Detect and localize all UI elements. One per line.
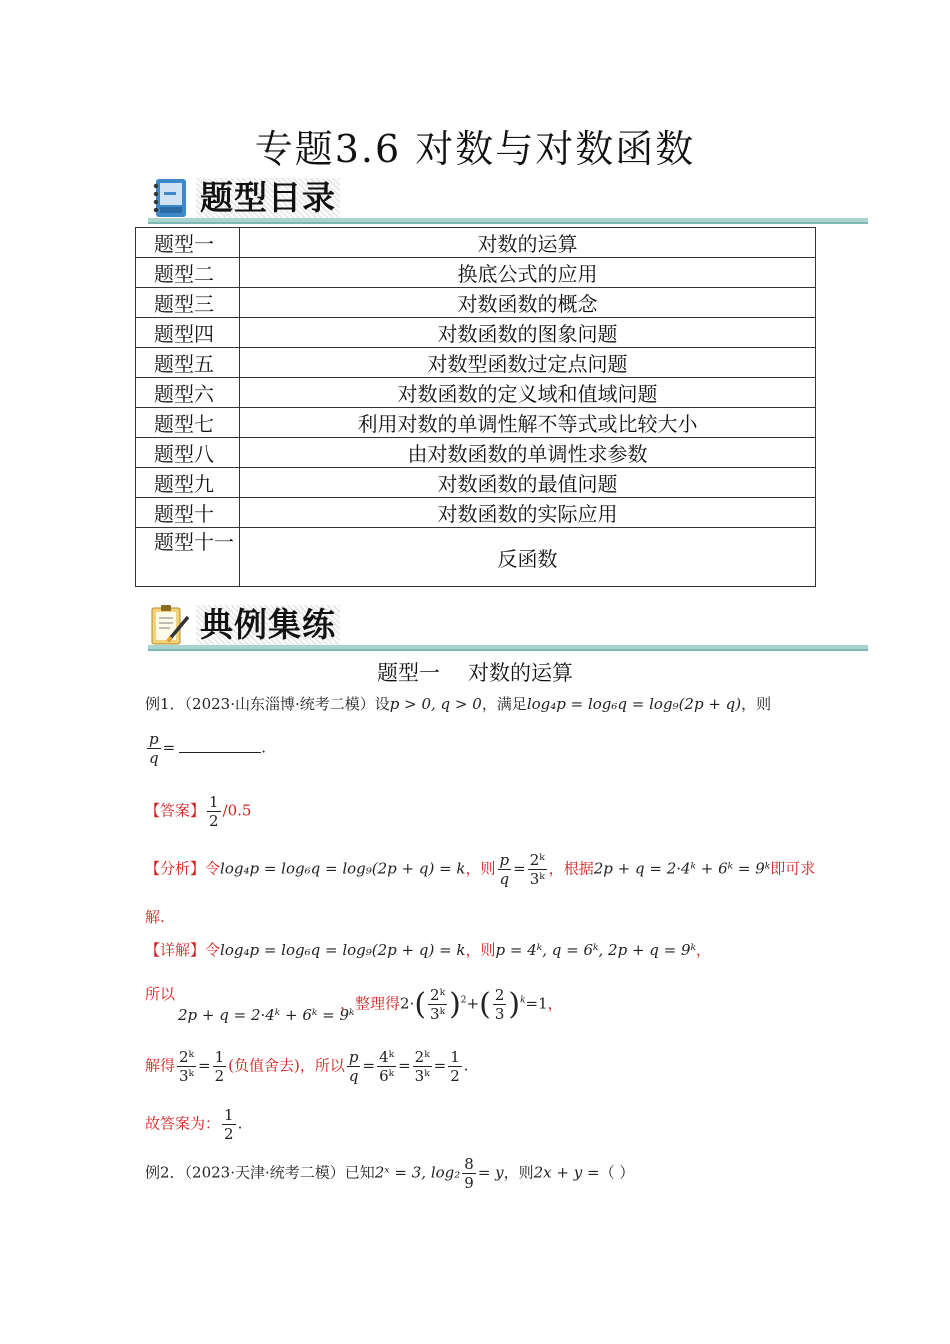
section-topic: 对数的运算 bbox=[468, 661, 573, 685]
toc-topic: 由对数函数的单调性求参数 bbox=[240, 438, 816, 468]
toc-type: 题型十 bbox=[136, 498, 240, 528]
text: ，整理得 bbox=[340, 994, 401, 1013]
text: (负值舍去)，所以 bbox=[228, 1056, 345, 1075]
examples-banner bbox=[148, 603, 868, 651]
math: log₄p = log₆q = log₉(2p + q) bbox=[526, 695, 742, 713]
table-row bbox=[136, 288, 816, 318]
text: 解得 bbox=[145, 1056, 176, 1075]
denominator: 3ᵏ bbox=[179, 1067, 195, 1085]
numerator: 2ᵏ bbox=[414, 1048, 430, 1066]
example-source: （2023·天津·统考二模）已知 bbox=[184, 1163, 375, 1182]
text: 所以 bbox=[145, 985, 176, 1003]
fraction bbox=[462, 1155, 476, 1192]
text: ， bbox=[696, 941, 712, 959]
table-row bbox=[136, 348, 816, 378]
banner-rule bbox=[148, 218, 868, 224]
toc-topic: 对数函数的定义域和值域问题 bbox=[240, 378, 816, 408]
math: p = 4ᵏ, q = 6ᵏ, 2p + q = 9ᵏ bbox=[495, 941, 697, 959]
toc-topic: 对数的运算 bbox=[240, 228, 816, 258]
math: 2ˣ = 3, log₂ bbox=[374, 1163, 461, 1182]
table-row bbox=[136, 438, 816, 468]
table-row bbox=[136, 318, 816, 348]
table-row bbox=[136, 408, 816, 438]
notebook-icon bbox=[148, 176, 192, 220]
examples-banner-label: 典例集练 bbox=[196, 605, 340, 645]
toc-topic: 对数函数的实际应用 bbox=[240, 498, 816, 528]
fraction bbox=[428, 986, 447, 1023]
text: ，满足 bbox=[481, 695, 527, 713]
answer-tag: 【答案】 bbox=[145, 801, 206, 820]
denominator: 3ᵏ bbox=[529, 870, 545, 888]
answer-paren: （ ） bbox=[599, 1163, 635, 1182]
toc-type: 题型九 bbox=[136, 468, 240, 498]
clipboard-pen-icon bbox=[148, 603, 192, 647]
denominator: q bbox=[499, 870, 510, 888]
fraction bbox=[177, 1048, 196, 1085]
so-equation bbox=[178, 1006, 355, 1024]
denominator: 3ᵏ bbox=[414, 1067, 430, 1085]
toc-topic: 换底公式的应用 bbox=[240, 258, 816, 288]
numerator: p bbox=[149, 730, 159, 748]
math: 2x + y = bbox=[533, 1163, 600, 1182]
toc-type: 题型二 bbox=[136, 258, 240, 288]
toc-type: 题型三 bbox=[136, 288, 240, 318]
table-row bbox=[136, 378, 816, 408]
denominator: 2 bbox=[209, 812, 219, 830]
banner-rule bbox=[148, 645, 868, 651]
example-1-blank-line: $\frac{p}{q}$ = . bbox=[149, 730, 266, 767]
denominator: 9 bbox=[464, 1174, 474, 1192]
text: ，则 bbox=[503, 1163, 534, 1182]
toc-type: 题型八 bbox=[136, 438, 240, 468]
analysis-line: 【分析】令log₄p = log₆q = log₉(2p + q) = k，则 $\frac{p}{q}$ = $\frac{\text{2ᵏ}}{\text{3ᵏ}}$ ，根据2p + q = 2·4ᵏ + 6ᵏ = 9ᵏ即可求 bbox=[145, 851, 816, 888]
example-label: 例2． bbox=[145, 1163, 185, 1182]
detail-line bbox=[145, 939, 711, 960]
toc-type: 题型七 bbox=[136, 408, 240, 438]
text: ，根据 bbox=[548, 859, 594, 878]
fraction bbox=[147, 730, 161, 767]
text: 故答案为： bbox=[145, 1114, 221, 1133]
fraction bbox=[413, 1048, 432, 1085]
math: log₄p = log₆q = log₉(2p + q) = k bbox=[220, 859, 466, 878]
denominator: 2 bbox=[224, 1125, 234, 1143]
page-title: 专题3.6 对数与对数函数 bbox=[254, 127, 696, 171]
text: ，则 bbox=[741, 695, 772, 713]
table-row bbox=[136, 258, 816, 288]
denominator: 2 bbox=[214, 1067, 225, 1085]
toc-topic: 对数函数的图象问题 bbox=[240, 318, 816, 348]
fraction bbox=[347, 1048, 361, 1085]
text: ， bbox=[547, 994, 563, 1013]
toc-topic: 反函数 bbox=[240, 528, 816, 587]
text: = bbox=[198, 1056, 211, 1075]
table-row bbox=[136, 528, 816, 587]
toc-type: 题型四 bbox=[136, 318, 240, 348]
denominator: 6ᵏ bbox=[379, 1067, 395, 1085]
text: 即可求 bbox=[770, 859, 816, 878]
math: 2p + q = 2·4ᵏ + 6ᵏ = 9ᵏ bbox=[178, 1006, 355, 1024]
text: ，则 bbox=[465, 941, 496, 959]
toc-type: 题型五 bbox=[136, 348, 240, 378]
toc-banner-label: 题型目录 bbox=[196, 178, 340, 218]
numerator: 1 bbox=[209, 793, 219, 811]
toc-type: 题型十一 bbox=[136, 528, 240, 587]
arrange-line: ，整理得2·( $\frac{\text{2ᵏ}}{\text{3ᵏ}}$ )$^2$+( $\frac{2}{3}$ )$^k$=1， bbox=[340, 986, 563, 1023]
detail-tag: 【详解】令 bbox=[145, 941, 221, 959]
math: =1 bbox=[525, 994, 548, 1013]
numerator: p bbox=[499, 851, 510, 869]
toc-type: 题型一 bbox=[136, 228, 240, 258]
denominator: q bbox=[348, 1067, 359, 1085]
fraction bbox=[493, 986, 507, 1023]
math: 2p + q = 2·4ᵏ + 6ᵏ = 9ᵏ bbox=[593, 859, 771, 878]
toc-table bbox=[135, 227, 816, 587]
toc-topic: 对数函数的概念 bbox=[240, 288, 816, 318]
fraction bbox=[528, 851, 547, 888]
text: + bbox=[466, 994, 480, 1013]
analysis-continuation: 解. bbox=[145, 908, 165, 926]
fraction bbox=[222, 1106, 236, 1143]
analysis-tag: 【分析】令 bbox=[145, 859, 221, 878]
toc-type: 题型六 bbox=[136, 378, 240, 408]
example-label: 例1． bbox=[145, 695, 185, 713]
toc-banner bbox=[148, 176, 868, 224]
example-source: （2023·山东淄博·统考二模）设 bbox=[184, 695, 390, 713]
table-row bbox=[136, 228, 816, 258]
solve-line: 解得 $\frac{\text{2ᵏ}}{\text{3ᵏ}}$ = $\frac{1}{2}$ (负值舍去)，所以 $\frac{p}{q}$ = $\frac{\text{4ᵏ}}{\text{6ᵏ}}$ = $\frac{\text{2ᵏ}}{\text{3ᵏ}}$ = $\frac{1}{2}$ . bbox=[145, 1048, 469, 1085]
text: = bbox=[162, 738, 176, 757]
toc-topic: 利用对数的单调性解不等式或比较大小 bbox=[240, 408, 816, 438]
fraction bbox=[448, 1048, 462, 1085]
denominator: 3 bbox=[494, 1005, 505, 1023]
section-type: 题型一 bbox=[377, 661, 440, 685]
numerator: 2ᵏ bbox=[529, 851, 545, 869]
fraction bbox=[498, 851, 512, 888]
so-line bbox=[145, 983, 175, 1004]
fraction bbox=[377, 1048, 396, 1085]
numerator: 1 bbox=[214, 1048, 225, 1066]
math: = y bbox=[477, 1163, 504, 1182]
numerator: 2ᵏ bbox=[430, 986, 446, 1004]
answer-line bbox=[145, 793, 251, 830]
toc-topic: 对数函数的最值问题 bbox=[240, 468, 816, 498]
text: /0.5 bbox=[222, 801, 252, 820]
numerator: 4ᵏ bbox=[379, 1048, 395, 1066]
toc-topic: 对数型函数过定点问题 bbox=[240, 348, 816, 378]
math: p > 0, q > 0 bbox=[389, 695, 482, 713]
numerator: p bbox=[348, 1048, 359, 1066]
text: ，则 bbox=[465, 859, 496, 878]
denominator: 3ᵏ bbox=[430, 1005, 446, 1023]
numerator: 1 bbox=[224, 1106, 234, 1124]
denominator: q bbox=[149, 749, 159, 767]
section-heading bbox=[0, 657, 950, 687]
answer-blank bbox=[179, 740, 261, 753]
numerator: 1 bbox=[450, 1048, 460, 1066]
math: log₄p = log₆q = log₉(2p + q) = k bbox=[220, 941, 466, 959]
final-answer-line: 故答案为： $\frac{1}{2}$ . bbox=[145, 1106, 243, 1143]
numerator: 8 bbox=[464, 1155, 474, 1173]
numerator: 2 bbox=[494, 986, 505, 1004]
table-row bbox=[136, 498, 816, 528]
example-1-question bbox=[145, 693, 771, 714]
fraction bbox=[213, 1048, 227, 1085]
denominator: 2 bbox=[450, 1067, 460, 1085]
example-2-question bbox=[145, 1155, 634, 1192]
fraction bbox=[207, 793, 221, 830]
table-row bbox=[136, 468, 816, 498]
math: 2· bbox=[400, 994, 415, 1013]
numerator: 2ᵏ bbox=[179, 1048, 195, 1066]
